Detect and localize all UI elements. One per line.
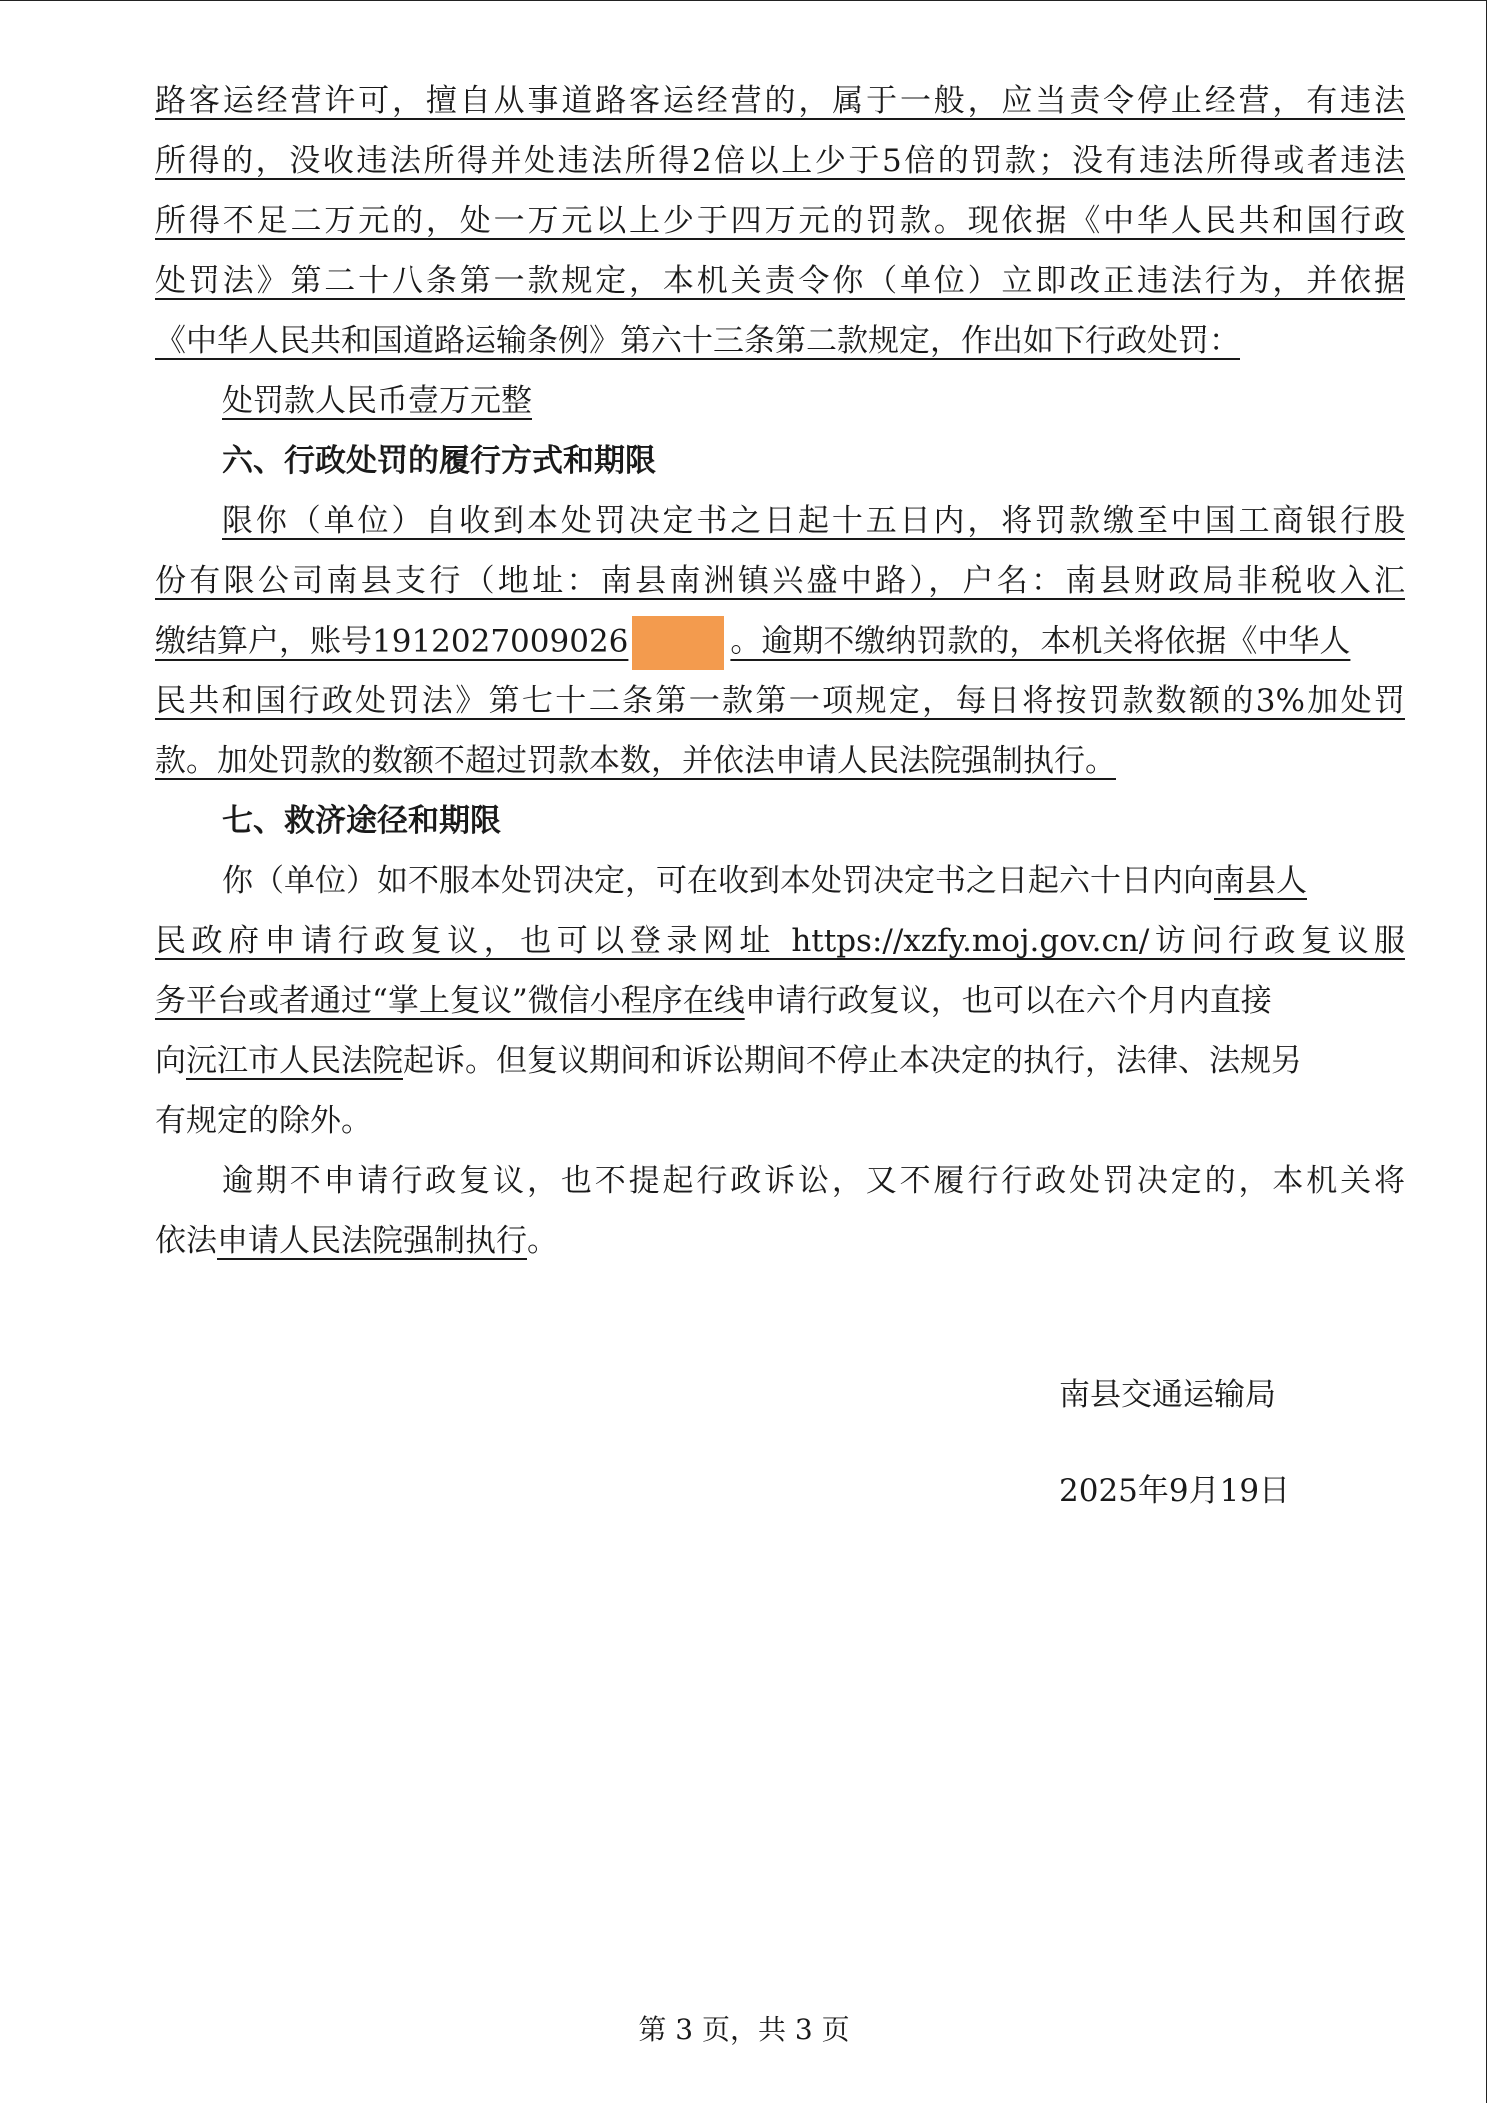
body-line bbox=[155, 256, 1405, 306]
issuing-authority: 南县交通运输局 bbox=[1059, 1377, 1276, 1413]
body-line bbox=[155, 136, 1405, 186]
underlined-text: 《中华人民共和国道路运输条例》第六十三条第二款规定，作出如下行政处罚： bbox=[155, 323, 1240, 359]
body-line bbox=[155, 976, 1405, 1026]
underlined-text: 处罚法》第二十八条第一款规定，本机关责令你（单位）立即改正违法行为，并依据 bbox=[155, 263, 1405, 299]
account-number-text: 缴结算户，账号1912027009026 bbox=[155, 623, 629, 660]
underlined-text: 民共和国行政处罚法》第七十二条第一款第一项规定，每日将按罚款数额的3%加处罚 bbox=[155, 683, 1405, 719]
redaction-block bbox=[632, 616, 724, 670]
body-line bbox=[155, 736, 1405, 786]
underlined-text: 所得的，没收违法所得并处违法所得2倍以上少于5倍的罚款；没有违法所得或者违法 bbox=[155, 143, 1405, 179]
underlined-text: 款。加处罚款的数额不超过罚款本数，并依法申请人民法院强制执行。 bbox=[155, 743, 1116, 779]
body-line bbox=[155, 676, 1405, 726]
body-line bbox=[155, 76, 1405, 126]
penalty-line bbox=[222, 376, 1405, 426]
plain-text: 申请行政复议，也可以在六个月内直接 bbox=[744, 983, 1272, 1019]
plain-text: 向 bbox=[155, 1043, 186, 1079]
body-line bbox=[155, 1036, 1405, 1086]
page-number: 第 3 页，共 3 页 bbox=[638, 2013, 850, 2046]
plain-text: 起诉。但复议期间和诉讼期间不停止本决定的执行，法律、法规另 bbox=[403, 1043, 1302, 1079]
plain-text: 依法 bbox=[155, 1223, 217, 1259]
underlined-text: 申请人民法院强制执行 bbox=[217, 1223, 527, 1259]
penalty-amount: 处罚款人民币壹万元整 bbox=[222, 383, 532, 419]
issue-date: 2025年9月19日 bbox=[1059, 1473, 1291, 1509]
underlined-text: 所得不足二万元的，处一万元以上少于四万元的罚款。现依据《中华人民共和国行政 bbox=[155, 203, 1405, 239]
plain-text: 。 bbox=[527, 1223, 558, 1259]
section-heading-6: 六、行政处罚的履行方式和期限 bbox=[222, 443, 656, 479]
body-line bbox=[155, 1096, 1405, 1146]
section-heading-7: 七、救济途径和期限 bbox=[222, 803, 501, 839]
body-line bbox=[155, 916, 1405, 966]
underlined-text: 份有限公司南县支行（地址：南县南洲镇兴盛中路），户名：南县财政局非税收入汇 bbox=[155, 563, 1405, 599]
underlined-text: 务平台或者通过“掌上复议”微信小程序在线 bbox=[155, 983, 745, 1019]
underlined-text: 南县人 bbox=[1214, 863, 1307, 899]
body-line bbox=[222, 856, 1405, 906]
underlined-text: 限你（单位）自收到本处罚决定书之日起十五日内，将罚款缴至中国工商银行股 bbox=[222, 503, 1405, 539]
body-line bbox=[222, 1156, 1405, 1206]
underlined-text: 。逾期不缴纳罚款的，本机关将依据《中华人 bbox=[730, 623, 1351, 660]
body-line bbox=[155, 196, 1405, 246]
body-line bbox=[155, 316, 1405, 366]
underlined-text: 路客运经营许可，擅自从事道路客运经营的，属于一般，应当责令停止经营，有违法 bbox=[155, 83, 1405, 119]
plain-text: 有规定的除外。 bbox=[155, 1103, 372, 1139]
plain-text: 逾期不申请行政复议，也不提起行政诉讼，又不履行行政处罚决定的，本机关将 bbox=[222, 1163, 1405, 1199]
body-line-account bbox=[155, 616, 1405, 666]
underlined-text: 民政府申请行政复议，也可以登录网址 https://xzfy.moj.gov.cn/访问行政复议服 bbox=[155, 923, 1405, 959]
court-name: 沅江市人民法院 bbox=[186, 1043, 403, 1079]
body-line bbox=[155, 1216, 1405, 1266]
plain-text: 你（单位）如不服本处罚决定，可在收到本处罚决定书之日起六十日内向 bbox=[222, 863, 1214, 899]
body-line bbox=[155, 556, 1405, 606]
body-line bbox=[222, 496, 1405, 546]
